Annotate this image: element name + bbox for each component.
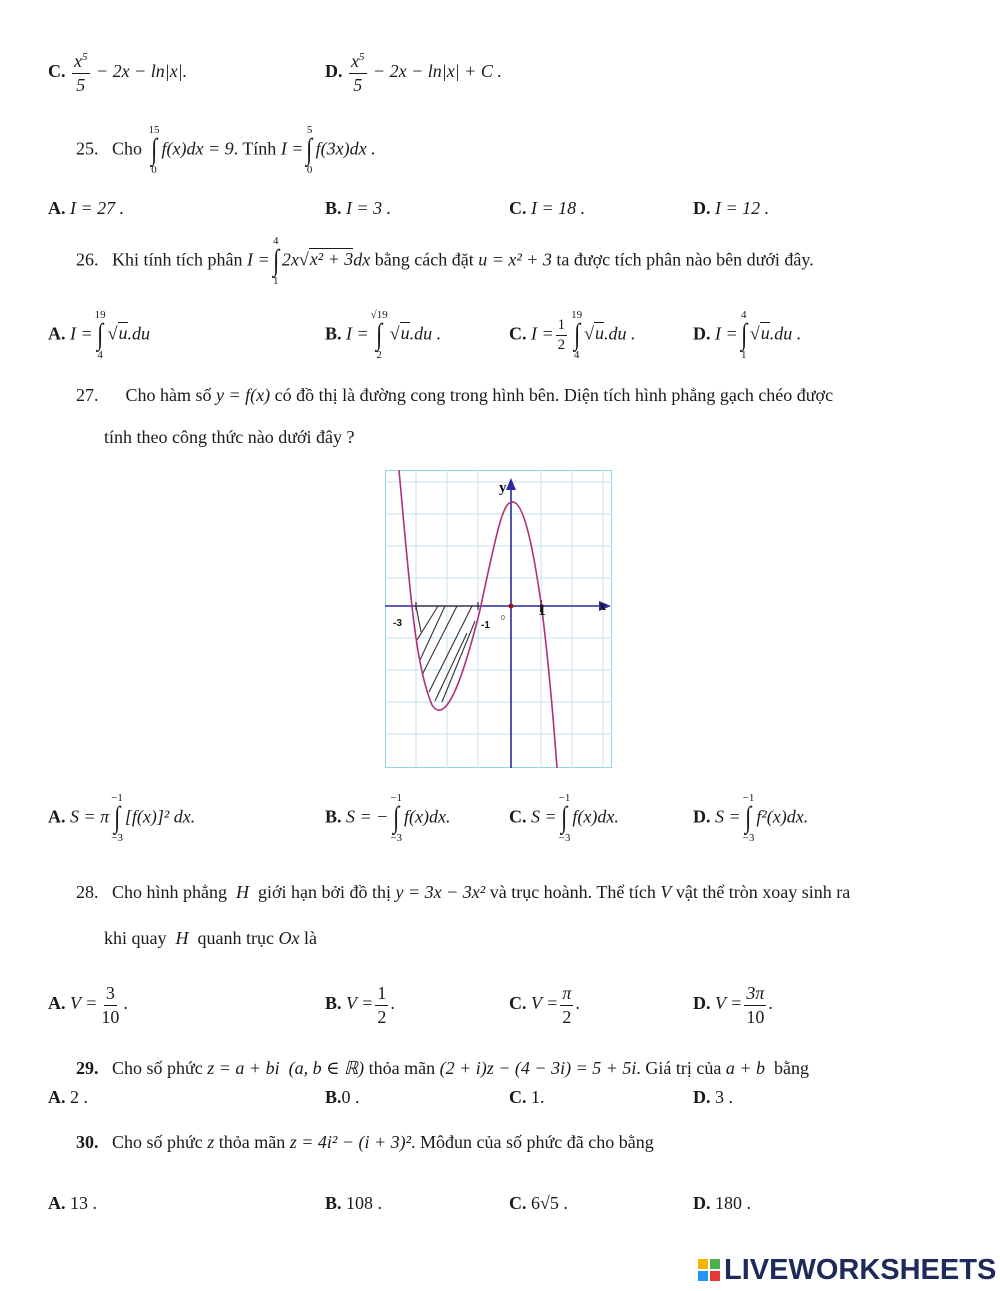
q24-c-fraction: $\frac{x^5}{5}$: [74, 51, 88, 95]
q27-option-d[interactable]: D. S = −1 ∫ −3 f²(x)dx.: [693, 792, 809, 844]
q28-option-a[interactable]: A. V = $\frac{3}{10}$ .: [48, 983, 128, 1027]
q24-option-c[interactable]: C. $\frac{x^5}{5}$ − 2x − ln|x|.: [48, 51, 188, 95]
label-minus-1: -1: [481, 620, 490, 631]
q30-option-d[interactable]: D. 180 .: [693, 1193, 751, 1213]
liveworksheets-logo[interactable]: [698, 1254, 996, 1286]
q29-option-b[interactable]: B.0 .: [325, 1087, 360, 1107]
q30-option-a[interactable]: A. 13 .: [48, 1193, 97, 1213]
label-minus-3: -3: [393, 618, 402, 629]
q25-integral-2: 5 ∫ 0: [306, 124, 313, 176]
q25-question: 25. Cho 15 ∫ 0 f(x)dx = 9. Tính I = 5 ∫ 0 f(3x)dx .: [76, 124, 376, 176]
q27-option-b[interactable]: B. S = − −1 ∫ −3 f(x)dx.: [325, 792, 451, 844]
q27-graph: [385, 470, 612, 768]
q25-integral-1: 15 ∫ 0: [148, 124, 160, 176]
label-1: 1: [538, 602, 546, 619]
label-origin: 0: [501, 615, 505, 622]
q29-option-d[interactable]: D. 3 .: [693, 1087, 733, 1107]
q30-option-c[interactable]: C. 6√5 .: [509, 1193, 568, 1213]
q30-option-b[interactable]: B. 108 .: [325, 1193, 383, 1213]
q28-option-c[interactable]: C. V = $\frac{\pi}{2}$ .: [509, 983, 580, 1027]
q30-question: 30. Cho số phức z thỏa mãn z = 4i² − (i + 3)². Môđun của số phức đã cho bằng: [76, 1132, 654, 1152]
origin-dot: [509, 604, 514, 609]
brand-name: LIVEWORKSHEETS: [724, 1253, 997, 1286]
q25-option-b[interactable]: B. I = 3 .: [325, 198, 392, 218]
q27-option-c[interactable]: C. S = −1 ∫ −3 f(x)dx.: [509, 792, 619, 844]
q28-question-line2: khi quay H quanh trục Ox là: [104, 928, 317, 948]
q29-option-a[interactable]: A. 2 .: [48, 1087, 88, 1107]
q26-option-b[interactable]: B. I = √19 ∫ 2 √u.du .: [325, 309, 442, 361]
q26-option-a[interactable]: A. I = 19 ∫ 4 √u.du: [48, 309, 151, 361]
q29-question: 29. Cho số phức z = a + bi (a, b ∈ ℝ) thỏa mãn (2 + i)z − (4 − 3i) = 5 + 5i. Giá trị của a + b bằng: [76, 1058, 809, 1078]
q27-question-line2: tính theo công thức nào dưới đây ?: [104, 427, 355, 447]
q28-question-line1: 28. Cho hình phẳng H giới hạn bởi đồ thị y = 3x − 3x² và trục hoành. Thể tích V vật thể tròn xoay sinh ra: [76, 882, 851, 902]
q26-option-c[interactable]: C. I = $\frac{1}{2}$ 19 ∫ 4 √u.du .: [509, 309, 636, 361]
liveworksheets-logo-icon: [698, 1259, 720, 1281]
q25-option-d[interactable]: D. I = 12 .: [693, 198, 770, 218]
q26-question: 26. Khi tính tích phân I = 4 ∫ 1 2x√x² + 3dx bằng cách đặt u = x² + 3 ta được tích phân nào bên dưới đây.: [76, 235, 814, 287]
q24-option-d[interactable]: D. $\frac{x^5}{5}$ − 2x − ln|x| + C .: [325, 51, 502, 95]
q27-option-a[interactable]: A. S = π −1 ∫ −3 [f(x)]² dx.: [48, 792, 196, 844]
q28-option-d[interactable]: D. V = $\frac{3\pi}{10}$ .: [693, 983, 773, 1027]
q25-option-a[interactable]: A. I = 27 .: [48, 198, 125, 218]
q29-option-c[interactable]: C. 1.: [509, 1087, 545, 1107]
q27-question-line1: 27. Cho hàm số y = f(x) có đồ thị là đường cong trong hình bên. Diện tích hình phẳng gạch chéo được: [76, 385, 834, 405]
q24-d-fraction: $\frac{x^5}{5}$: [351, 51, 365, 95]
q28-option-b[interactable]: B. V = $\frac{1}{2}$ .: [325, 983, 395, 1027]
y-axis-label: y: [499, 480, 507, 496]
q25-option-c[interactable]: C. I = 18 .: [509, 198, 586, 218]
q26-integral: 4 ∫ 1: [272, 235, 279, 287]
q26-option-d[interactable]: D. I = 4 ∫ 1 √u.du .: [693, 309, 802, 361]
x-axis-label: x: [599, 599, 606, 614]
